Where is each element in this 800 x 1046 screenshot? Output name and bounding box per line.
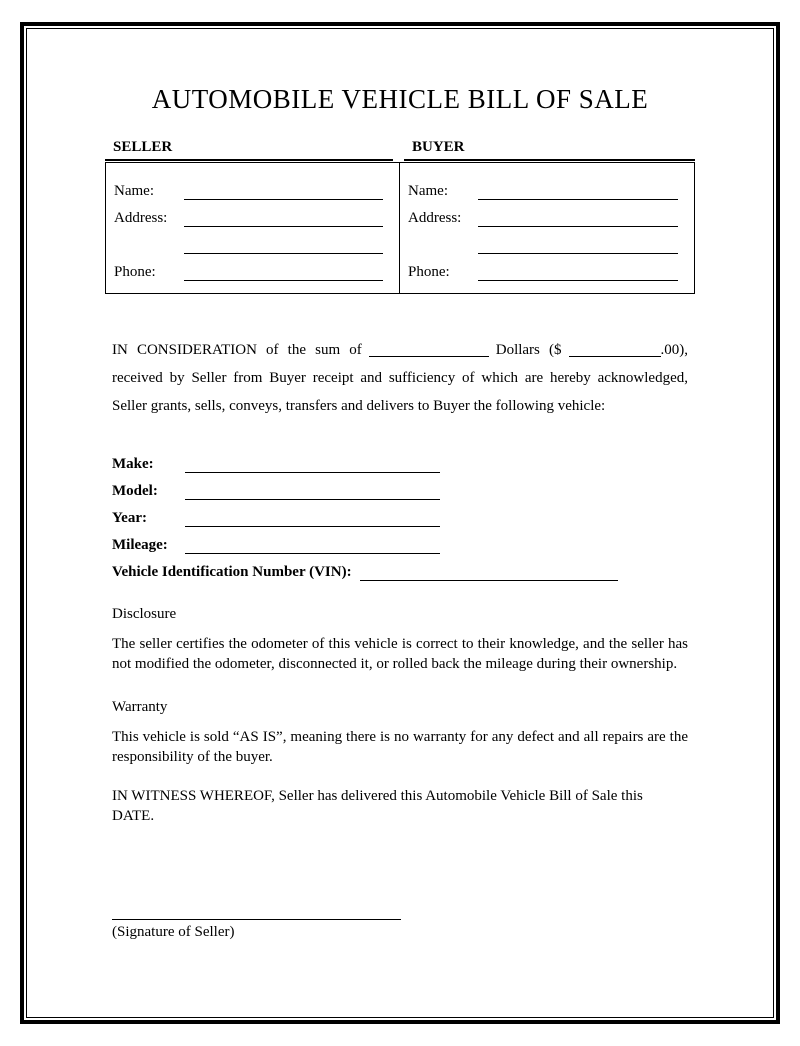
document-title: AUTOMOBILE VEHICLE BILL OF SALE	[151, 84, 649, 114]
warranty-paragraph: This vehicle is sold “AS IS”, meaning there is no warranty for any defect and all repairs are the responsibility of the buyer.	[112, 729, 688, 765]
page-border-frame	[20, 22, 780, 1024]
parties-table	[105, 162, 695, 294]
model-blank	[185, 496, 440, 500]
seller-phone-blank	[184, 277, 383, 281]
buyer-header: BUYER	[404, 139, 695, 161]
dollar-amount-blank	[569, 345, 661, 357]
buyer-column	[399, 163, 694, 293]
witness-paragraph: IN WITNESS WHEREOF, Seller has delivered this Automobile Vehicle Bill of Sale this DATE.	[112, 788, 643, 824]
seller-column	[106, 163, 399, 293]
buyer-address-row	[408, 200, 678, 227]
seller-address-continuation-blank	[184, 250, 383, 254]
disclosure-paragraph: The seller certifies the odometer of this vehicle is correct to their knowledge, and the seller has not modified the odometer, disconnected it, or rolled back the mileage during their ownership.	[112, 636, 688, 672]
consideration-text-2: Dollars ($	[495, 342, 562, 358]
seller-address-blank	[184, 223, 383, 227]
seller-phone-label: Phone:	[114, 264, 156, 280]
buyer-address-label: Address:	[408, 210, 462, 226]
vin-blank	[360, 577, 618, 581]
seller-name-label: Name:	[114, 183, 154, 199]
make-label: Make:	[112, 456, 154, 472]
seller-phone-row	[114, 254, 383, 281]
vin-row	[112, 554, 688, 581]
buyer-phone-label: Phone:	[408, 264, 450, 280]
signature-caption: (Signature of Seller)	[112, 924, 235, 940]
buyer-name-blank	[478, 196, 678, 200]
buyer-address-continuation-row	[408, 227, 678, 254]
mileage-blank	[185, 550, 440, 554]
amount-in-words-blank	[369, 345, 489, 357]
buyer-address-blank	[478, 223, 678, 227]
buyer-name-label: Name:	[408, 183, 448, 199]
buyer-address-continuation-blank	[478, 250, 678, 254]
seller-header: SELLER	[105, 139, 393, 161]
mileage-label: Mileage:	[112, 537, 168, 553]
buyer-name-row	[408, 173, 678, 200]
warranty-heading: Warranty	[112, 699, 168, 715]
parties-section	[105, 139, 695, 294]
buyer-phone-row	[408, 254, 678, 281]
disclosure-heading: Disclosure	[112, 606, 177, 622]
consideration-paragraph	[112, 336, 688, 420]
seller-address-continuation-row	[114, 227, 383, 254]
parties-header-row	[105, 139, 695, 161]
seller-name-blank	[184, 196, 383, 200]
year-label: Year:	[112, 510, 147, 526]
signature-section	[112, 910, 688, 941]
consideration-text-3: .00), received by Seller from Buyer receipt and sufficiency of which are hereby acknowledged, Seller grants, sells, conveys, transfers and delivers to Buyer the following vehicle:	[112, 342, 689, 414]
seller-name-row	[114, 173, 383, 200]
buyer-phone-blank	[478, 277, 678, 281]
mileage-row	[112, 527, 688, 554]
vehicle-details-section	[112, 446, 688, 581]
year-blank	[185, 523, 440, 527]
model-label: Model:	[112, 483, 158, 499]
vin-label: Vehicle Identification Number (VIN):	[112, 564, 352, 580]
seller-address-label: Address:	[114, 210, 168, 226]
model-row	[112, 473, 688, 500]
seller-address-row	[114, 200, 383, 227]
make-blank	[185, 469, 440, 473]
document-page	[26, 28, 774, 1018]
make-row	[112, 446, 688, 473]
consideration-text-1: IN CONSIDERATION of the sum of	[112, 342, 362, 358]
year-row	[112, 500, 688, 527]
seller-signature-blank	[112, 910, 401, 920]
